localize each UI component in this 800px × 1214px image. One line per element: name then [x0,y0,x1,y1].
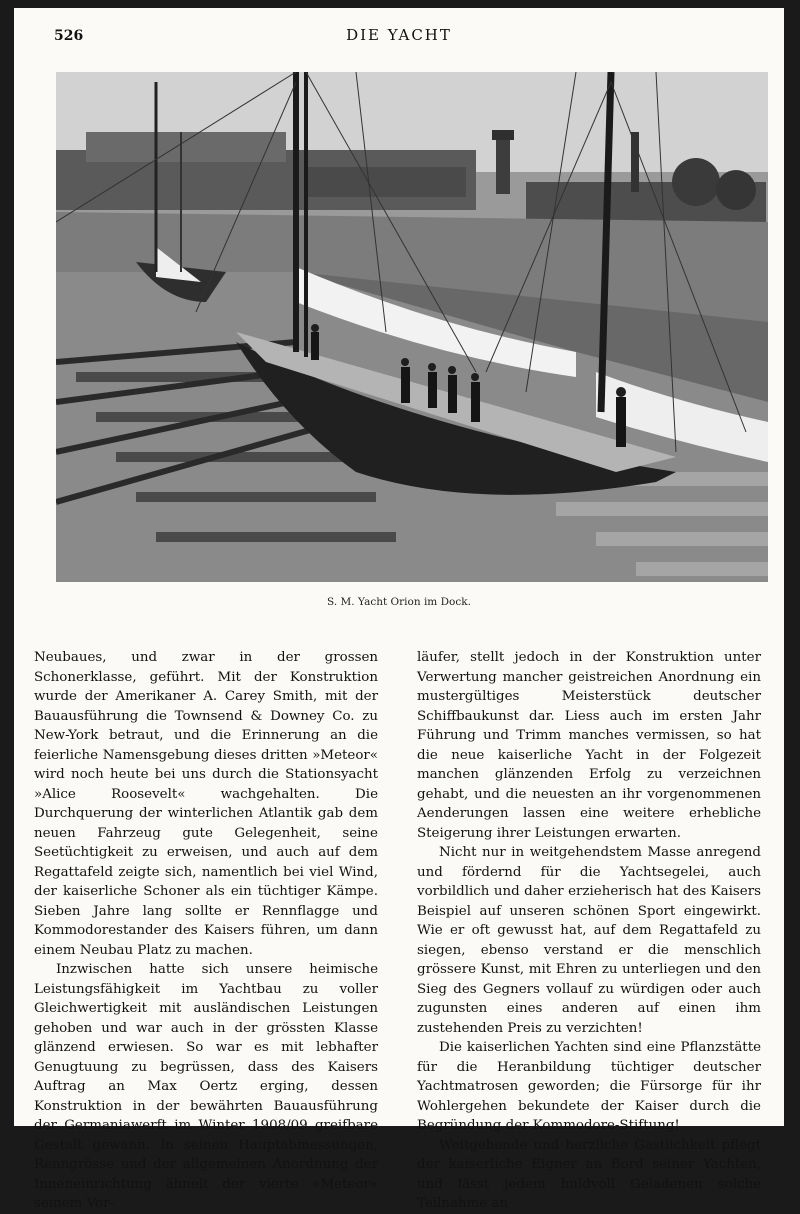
document-page [14,8,784,1211]
text-column-left [34,648,378,1214]
paragraph: läufer, stellt jedoch in der Konstruktion unter Verwertung mancher geistreichen Anordnung ein mustergültiges Meisterstück deutscher Schiffbaukunst dar. Liess auch im ersten Jahr Führung und Trimm manches vermissen, so hat die neue kaiserliche Yacht in der Folgezeit manchen glänzenden Erfolg zu verzeichnen gehabt, und die neuesten an ihr vorgenommenen Aenderungen lassen eine weitere erhebliche Steigerung ihrer Leistungen erwarten. [417,650,761,841]
page-number: 526 [54,28,84,44]
text-column-right [417,648,761,1214]
running-title: DIE YACHT [346,26,452,44]
paragraph: Neubaues, und zwar in der grossen Schonerklasse, geführt. Mit der Konstruktion wurde der Amerikaner A. Carey Smith, mit der Bauausführung die Townsend & Downey Co. zu New-York betraut, und die Erinnerung an die feierliche Namensgebung dieses dritten »Meteor« wird noch heute bei uns durch die Stationsyacht »Alice Roosevelt« wachgehalten. Die Durchquerung der winterlichen Atlantik gab dem neuen Fahrzeug gute Gelegenheit, seine Seetüchtigkeit zu erweisen, und auch auf dem Regattafeld zeigte sich, namentlich bei viel Wind, der kaiserliche Schoner als ein tüchtiger Kämpe. Sieben Jahre lang sollte er Rennflagge und Kommodorestander des Kaisers führen, um dann einem Neubau Platz zu machen. [34,650,378,958]
paragraph: Weitgehende und herzliche Gastlichkeit pflegt der kaiserliche Eigner an Bord seiner Yachten, und lässt jedem huldvoll Geladenen solche Teilnahme an [417,1137,761,1211]
paragraph: Nicht nur in weitgehendstem Masse anregend und fördernd für die Yachtsegelei, auch vorbildlich und daher erzieherisch hat des Kaisers Beispiel auf unseren schönen Sport eingewirkt. Wie er oft gewusst hat, auf dem Regattafeld zu siegen, ebenso verstand er die menschlich grössere Kunst, mit Ehren zu unterliegen und den Sieg des Gegners vollauf zu würdigen oder auch zugunsten eines anderen auf einen ihm zustehenden Preis zu verzichten! [417,845,761,1036]
paragraph: Inzwischen hatte sich unsere heimische Leistungsfähigkeit im Yachtbau zu voller Gleichwertigkeit mit ausländischen Leistungen gehoben und war auch in der grössten Klasse glänzend erwiesen. So war es mit lebhafter Genugtuung zu begrüssen, dass des Kaisers Auftrag an Max Oertz erging, dessen Konstruktion in der bewährten Bauausführung der Germaniawerft im Winter 1908/09 greifbare Gestalt gewann. In seinen Hauptabmessungen, Renngrösse und der allgemeinen Anordnung der Inneneinrichtung ähnelt der vierte »Meteor« seinem Vor- [34,962,378,1211]
paragraph: Die kaiserlichen Yachten sind eine Pflanzstätte für die Heranbildung tüchtiger deutscher Yachtmatrosen geworden; die Fürsorge für ihr Wohlergehen bekundete der Kaiser durch die Begründung der Kommodore-Stiftung! [417,1040,761,1133]
yacht-in-dock-image [56,72,768,582]
dock-photograph [56,72,768,582]
figure-caption: S. M. Yacht Orion im Dock. [327,596,471,608]
